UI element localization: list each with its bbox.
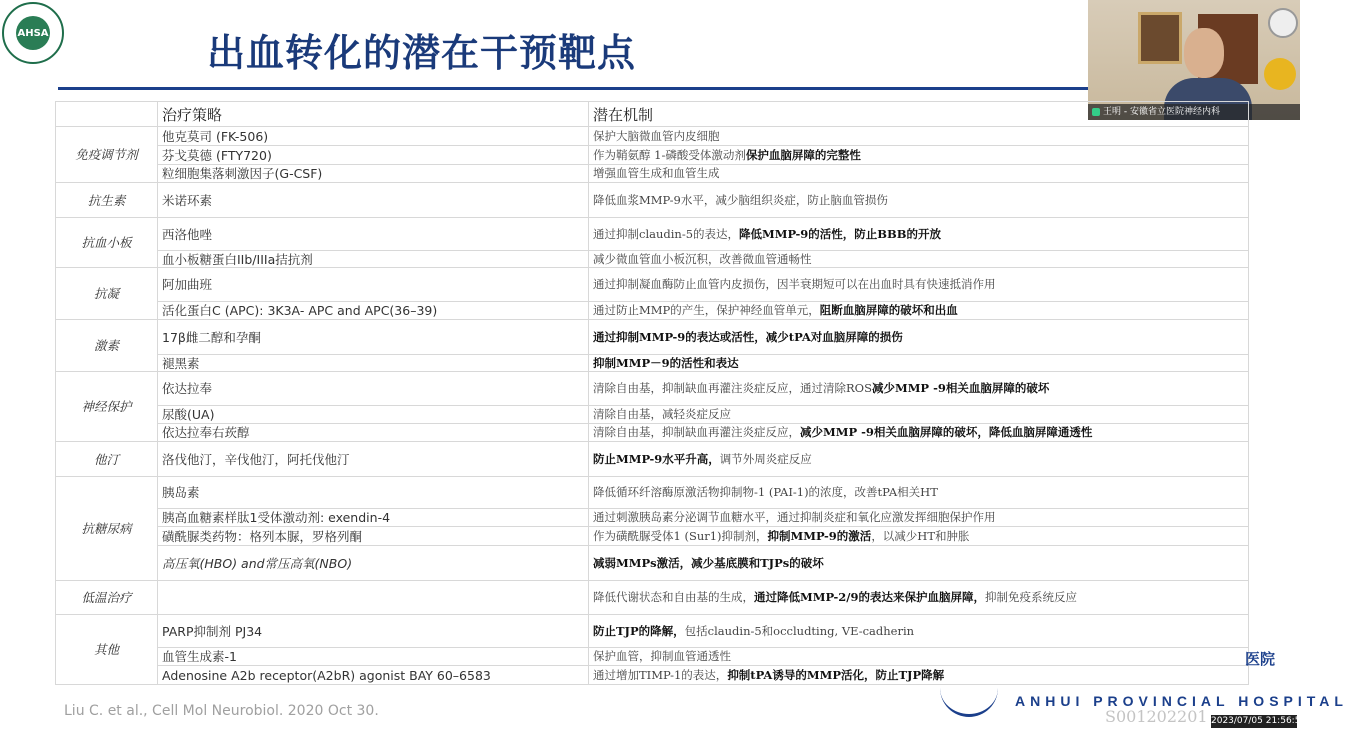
mechanism-cell	[589, 581, 1249, 615]
strategy-cell: 粒细胞集落刺激因子(G-CSF)	[158, 165, 589, 183]
header-mechanism: 潜在机制	[589, 102, 1249, 127]
strategy-cell: 血管生成素-1	[158, 648, 589, 666]
table-row	[56, 146, 1249, 165]
mechanism-text: 清除自由基，减轻炎症反应	[593, 407, 731, 421]
strategy-cell: 活化蛋白C (APC): 3K3A- APC and APC(36–39)	[158, 302, 589, 320]
mechanism-cell	[589, 355, 1249, 372]
wall-clock-icon	[1268, 8, 1298, 38]
mechanism-text: 抑制tPA诱导的MMP活化，防止TJP降解	[727, 667, 945, 682]
mechanism-text: 保护血管，抑制血管通透性	[593, 649, 731, 663]
mechanism-text: 降低血浆MMP-9水平，减少脑组织炎症，防止脑血管损伤	[593, 192, 888, 207]
video-caption: 王明 - 安徽省立医院神经内科	[1103, 107, 1220, 117]
table-row	[56, 546, 1249, 581]
mechanism-cell	[589, 546, 1249, 581]
strategy-cell: 褪黑素	[158, 355, 589, 372]
mechanism-cell	[589, 648, 1249, 666]
table-header-row	[56, 102, 1249, 127]
mechanism-text: 减少微血管血小板沉积，改善微血管通畅性	[593, 251, 812, 266]
strategy-cell: 17β雌二醇和孕酮	[158, 320, 589, 355]
strategy-cell: 西洛他唑	[158, 218, 589, 251]
table-row	[56, 218, 1249, 251]
mechanism-text: 抑制免疫系统反应	[984, 590, 1077, 604]
ahsa-logo	[2, 2, 64, 64]
table-row	[56, 165, 1249, 183]
mechanism-text: 保护大脑微血管内皮细胞	[593, 128, 720, 143]
table-row	[56, 372, 1249, 406]
mechanism-text: ，以减少HT和肿胀	[871, 528, 970, 543]
mechanism-cell	[589, 251, 1249, 268]
strategy-cell: 依达拉奉	[158, 372, 589, 406]
category-cell: 激素	[56, 320, 158, 372]
presenter-head	[1184, 28, 1224, 78]
table-row	[56, 648, 1249, 666]
strategy-cell: 胰岛素	[158, 477, 589, 509]
mechanism-text: 通过增加TIMP-1的表达，	[593, 667, 728, 682]
table-row	[56, 509, 1249, 527]
mechanism-cell	[589, 302, 1249, 320]
strategy-cell: 血小板糖蛋白IIb/IIIa拮抗剂	[158, 251, 589, 268]
table-row	[56, 268, 1249, 302]
mechanism-text: 通过抑制MMP-9的表达或活性，减少tPA对血脑屏障的损伤	[593, 329, 903, 344]
mechanism-text: 降低MMP-9的活性，防止BBB的开放	[739, 226, 941, 241]
table-row	[56, 424, 1249, 442]
strategy-cell	[158, 581, 589, 615]
table-row	[56, 320, 1249, 355]
mechanism-text: 防止MMP-9水平升高，	[593, 451, 720, 466]
strategy-cell: 磺酰脲类药物：格列本脲，罗格列酮	[158, 527, 589, 546]
mechanism-cell	[589, 372, 1249, 406]
strategy-cell: 胰高血糖素样肽1受体激动剂: exendin-4	[158, 509, 589, 527]
intervention-table	[55, 101, 1249, 685]
ahsa-logo-text: AHSA	[16, 16, 50, 50]
table-row	[56, 666, 1249, 685]
strategy-cell: PARP抑制剂 PJ34	[158, 615, 589, 648]
table-row	[56, 183, 1249, 218]
category-cell: 抗血小板	[56, 218, 158, 268]
table-row	[56, 442, 1249, 477]
mechanism-cell	[589, 666, 1249, 685]
mechanism-cell	[589, 509, 1249, 527]
table-row	[56, 615, 1249, 648]
mechanism-cell	[589, 183, 1249, 218]
watermark-code: S001202201	[1105, 707, 1208, 726]
mechanism-text: 作为磺酰脲受体1 (Sur1)抑制剂，	[593, 528, 768, 543]
category-cell: 免疫调节剂	[56, 127, 158, 183]
mechanism-text: 抑制MMP-9的激活	[767, 528, 872, 543]
mechanism-cell	[589, 320, 1249, 355]
mechanism-cell	[589, 527, 1249, 546]
strategy-cell: 洛伐他汀，辛伐他汀，阿托伐他汀	[158, 442, 589, 477]
mechanism-text: 通过防止MMP的产生，保护神经血管单元，	[593, 303, 820, 317]
mechanism-text: 包括claudin-5和occludting, VE-cadherin	[684, 623, 915, 638]
strategy-cell: 他克莫司 (FK-506)	[158, 127, 589, 146]
sunflower	[1264, 58, 1296, 90]
mechanism-text: 通过抑制claudin-5的表达，	[593, 226, 740, 241]
slide-title: 出血转化的潜在干预靶点	[207, 31, 637, 75]
mechanism-cell	[589, 477, 1249, 509]
mechanism-text: 清除自由基，抑制缺血再灌注炎症反应，	[593, 425, 800, 439]
mechanism-text: 清除自由基，抑制缺血再灌注炎症反应，通过清除ROS	[593, 381, 872, 395]
strategy-cell: 阿加曲班	[158, 268, 589, 302]
mechanism-cell	[589, 165, 1249, 183]
mechanism-cell	[589, 127, 1249, 146]
mechanism-cell	[589, 406, 1249, 424]
citation: Liu C. et al., Cell Mol Neurobiol. 2020 Oct 30.	[64, 703, 379, 719]
mechanism-text: 降低代谢状态和自由基的生成，	[593, 590, 754, 604]
table-row	[56, 581, 1249, 615]
painting-frame	[1138, 12, 1182, 64]
mechanism-text: 通过降低MMP-2/9的表达来保护血脑屏障，	[754, 590, 985, 604]
category-cell: 神经保护	[56, 372, 158, 442]
mechanism-cell	[589, 424, 1249, 442]
table-row	[56, 302, 1249, 320]
strategy-cell: 高压氧(HBO) and常压高氧(NBO)	[158, 546, 589, 581]
mechanism-text: 通过抑制凝血酶防止血管内皮损伤，因半衰期短可以在出血时具有快速抵消作用	[593, 277, 996, 291]
mechanism-cell	[589, 442, 1249, 477]
mechanism-text: 抑制MMP－9的活性和表达	[593, 355, 739, 370]
hospital-seal	[940, 686, 998, 717]
mechanism-text: 减弱MMPs激活，减少基底膜和TJPs的破坏	[593, 555, 824, 570]
table-row	[56, 477, 1249, 509]
mechanism-cell	[589, 615, 1249, 648]
title-underline	[58, 87, 1088, 90]
strategy-cell: 米诺环素	[158, 183, 589, 218]
header-strategy: 治疗策略	[158, 102, 589, 127]
mechanism-text: 阻断血脑屏障的破坏和出血	[819, 303, 958, 317]
mechanism-cell	[589, 268, 1249, 302]
mechanism-text: 作为鞘氨醇 1-磷酸受体激动剂	[593, 147, 746, 162]
hospital-watermark-name: ANHUI PROVINCIAL HOSPITAL	[1015, 693, 1348, 709]
table-row	[56, 355, 1249, 372]
table-row	[56, 406, 1249, 424]
table-row	[56, 527, 1249, 546]
mechanism-text: 通过刺激胰岛素分泌调节血糖水平，通过抑制炎症和氧化应激发挥细胞保护作用	[593, 510, 996, 524]
header-category	[56, 102, 158, 127]
strategy-cell: 尿酸(UA)	[158, 406, 589, 424]
recording-timestamp: 2023/07/05 21:56:55	[1211, 716, 1307, 726]
mechanism-text: 降低循环纤溶酶原激活物抑制物-1 (PAI-1)的浓度，改善tPA相关HT	[593, 485, 938, 499]
table-row	[56, 127, 1249, 146]
mechanism-text: 增强血管生成和血管生成	[593, 166, 720, 180]
category-cell: 其他	[56, 615, 158, 685]
category-cell: 抗凝	[56, 268, 158, 320]
category-cell: 抗糖尿病	[56, 477, 158, 581]
hospital-watermark-cn: 医院	[1245, 650, 1276, 668]
category-cell: 他汀	[56, 442, 158, 477]
category-cell: 抗生素	[56, 183, 158, 218]
category-cell: 低温治疗	[56, 581, 158, 615]
mechanism-text: 调节外周炎症反应	[719, 451, 812, 466]
mechanism-text: 防止TJP的降解，	[593, 623, 685, 638]
strategy-cell: 依达拉奉右莰醇	[158, 424, 589, 442]
mechanism-text: 减少MMP -9相关血脑屏障的破坏	[871, 381, 1050, 395]
mechanism-cell	[589, 218, 1249, 251]
strategy-cell: Adenosine A2b receptor(A2bR) agonist BAY 60–6583	[158, 666, 589, 685]
table-row	[56, 251, 1249, 268]
mechanism-text: 保护血脑屏障的完整性	[745, 147, 861, 162]
mechanism-text: 减少MMP -9相关血脑屏障的破坏，降低血脑屏障通透性	[800, 425, 1093, 439]
strategy-cell: 芬戈莫德 (FTY720)	[158, 146, 589, 165]
mechanism-cell	[589, 146, 1249, 165]
